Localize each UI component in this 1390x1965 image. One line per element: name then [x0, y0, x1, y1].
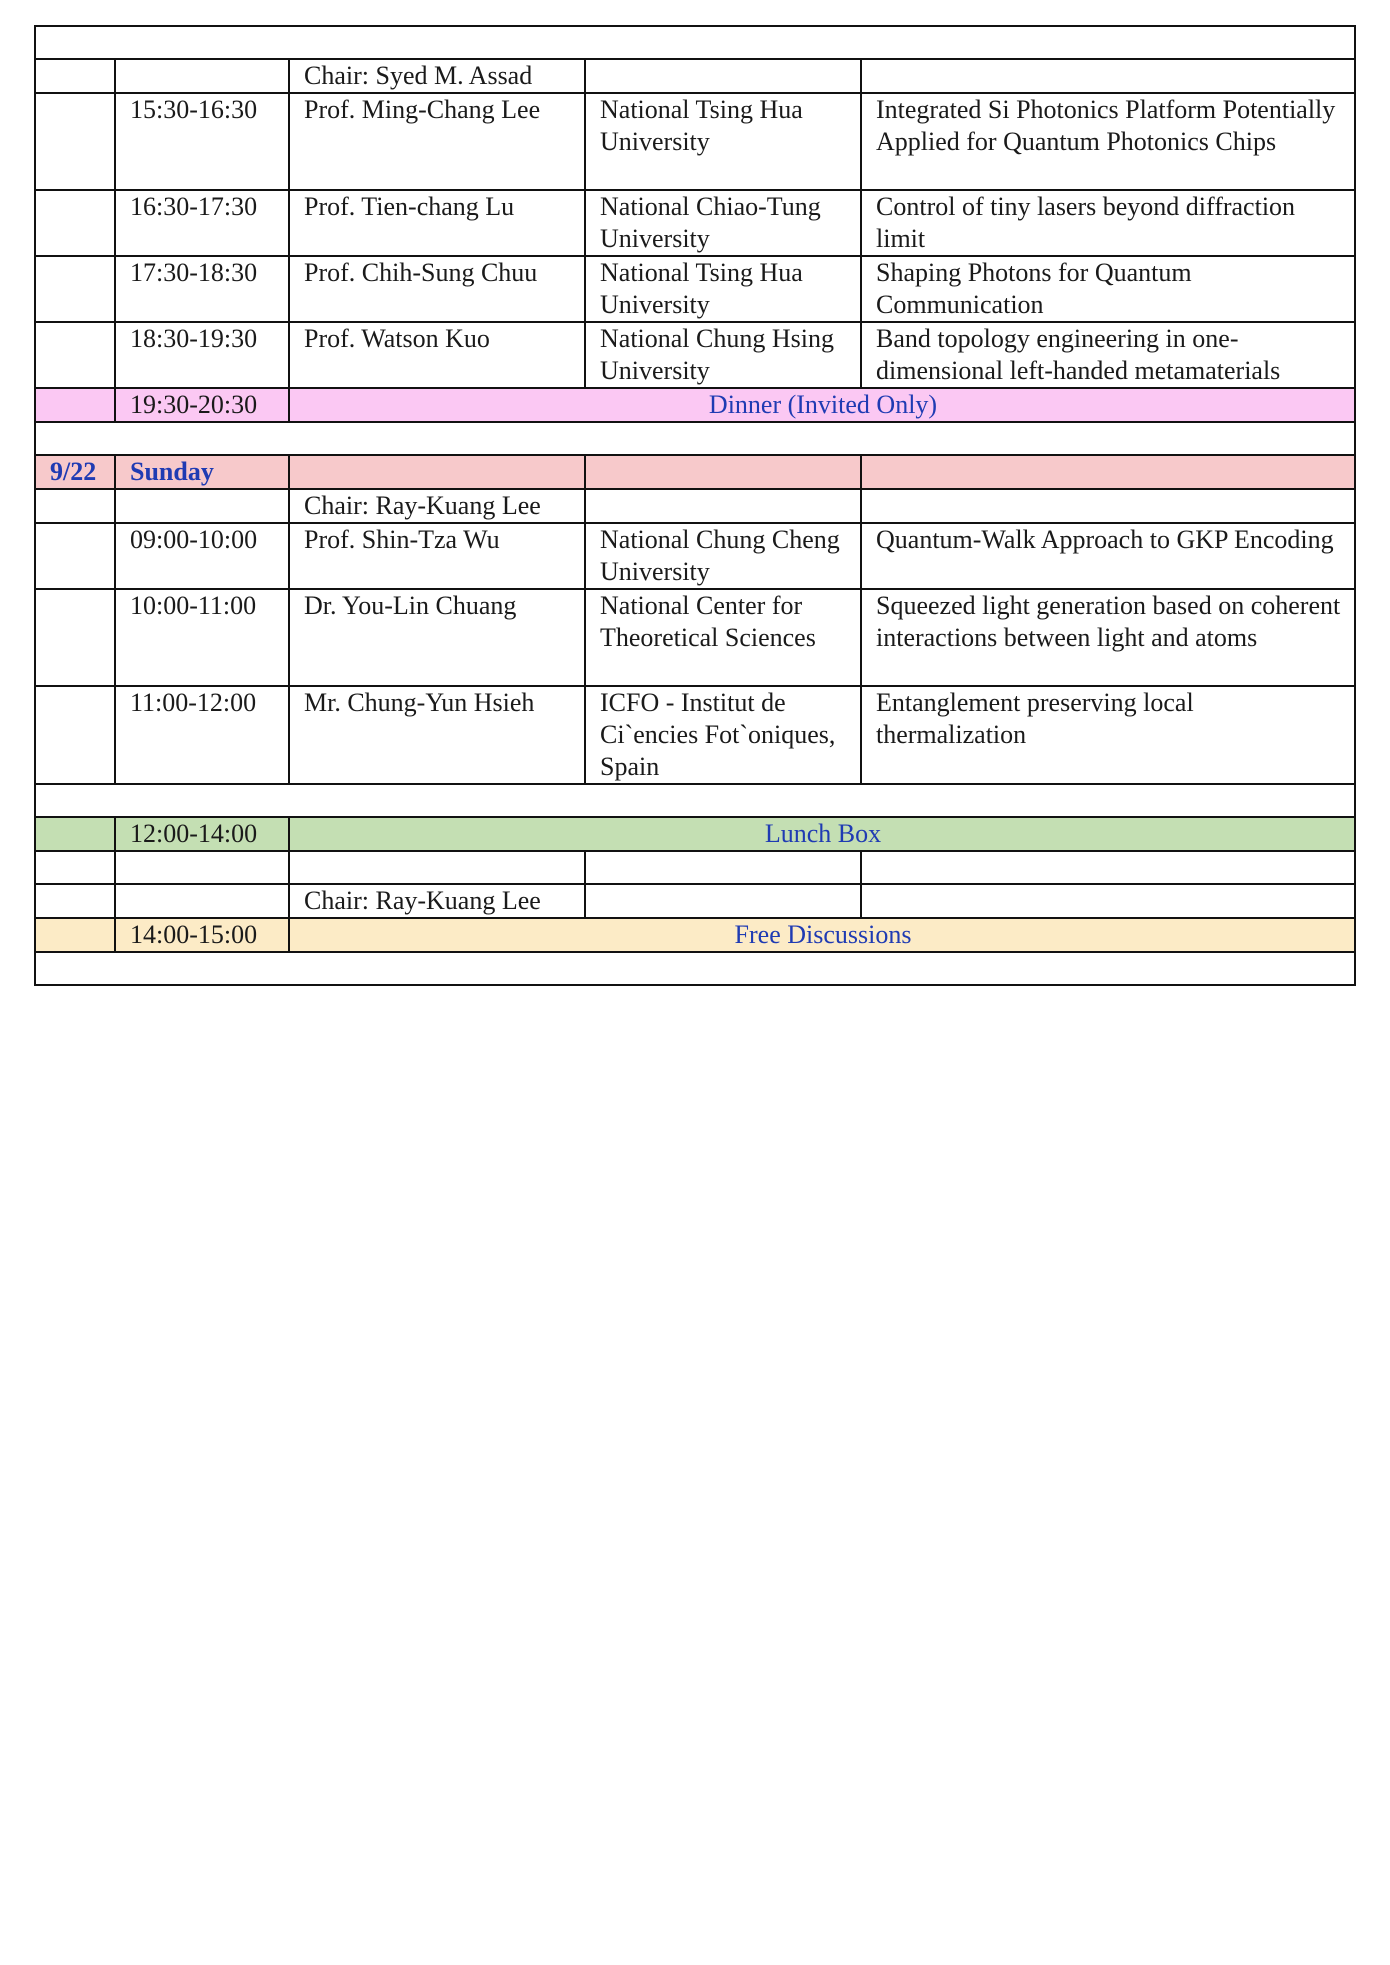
talk-row: [35, 523, 1355, 589]
talk-time: 10:00-11:00: [115, 589, 289, 686]
day-weekday: Sunday: [115, 455, 289, 489]
talk-time: 15:30-16:30: [115, 93, 289, 190]
talk-affiliation: National Center for Theoretical Sciences: [585, 589, 861, 686]
talk-row: [35, 322, 1355, 388]
talk-speaker: Prof. Tien-chang Lu: [289, 190, 585, 256]
chair-row: [35, 489, 1355, 523]
talk-title: Entanglement preserving local thermalization: [861, 686, 1355, 784]
free-time: 14:00-15:00: [115, 918, 289, 952]
talk-row: [35, 190, 1355, 256]
talk-affiliation: National Tsing Hua University: [585, 93, 861, 190]
talk-title: Quantum-Walk Approach to GKP Encoding: [861, 523, 1355, 589]
talk-affiliation: National Chung Cheng University: [585, 523, 861, 589]
talk-row: [35, 256, 1355, 322]
empty-row: [35, 851, 1355, 884]
dinner-label: Dinner (Invited Only): [289, 388, 1355, 422]
talk-time: 11:00-12:00: [115, 686, 289, 784]
talk-row: [35, 686, 1355, 784]
day-header-row: [35, 455, 1355, 489]
talk-time: 17:30-18:30: [115, 256, 289, 322]
dinner-time: 19:30-20:30: [115, 388, 289, 422]
spacer-row: [35, 952, 1355, 985]
spacer-row: [35, 26, 1355, 59]
talk-speaker: Prof. Shin-Tza Wu: [289, 523, 585, 589]
spacer-row: [35, 784, 1355, 817]
chair-row: [35, 884, 1355, 918]
lunch-row: [35, 817, 1355, 851]
talk-speaker: Prof. Ming-Chang Lee: [289, 93, 585, 190]
talk-affiliation: ICFO - Institut de Ci`encies Fot`oniques, Spain: [585, 686, 861, 784]
talk-row: [35, 589, 1355, 686]
chair-label: Chair: Ray-Kuang Lee: [289, 884, 585, 918]
talk-speaker: Prof. Chih-Sung Chuu: [289, 256, 585, 322]
talk-affiliation: National Chiao-Tung University: [585, 190, 861, 256]
talk-speaker: Dr. You-Lin Chuang: [289, 589, 585, 686]
talk-affiliation: National Tsing Hua University: [585, 256, 861, 322]
talk-affiliation: National Chung Hsing University: [585, 322, 861, 388]
talk-title: Band topology engineering in one-dimensional left-handed metamaterials: [861, 322, 1355, 388]
talk-title: Control of tiny lasers beyond diffraction limit: [861, 190, 1355, 256]
free-label: Free Discussions: [289, 918, 1355, 952]
talk-title: Squeezed light generation based on coherent interactions between light and atoms: [861, 589, 1355, 686]
schedule-table: [34, 25, 1356, 986]
talk-time: 16:30-17:30: [115, 190, 289, 256]
chair-label: Chair: Syed M. Assad: [289, 59, 585, 93]
talk-time: 18:30-19:30: [115, 322, 289, 388]
day-date: 9/22: [35, 455, 115, 489]
talk-title: Integrated Si Photonics Platform Potentially Applied for Quantum Photonics Chips: [861, 93, 1355, 190]
free-discussion-row: [35, 918, 1355, 952]
talk-time: 09:00-10:00: [115, 523, 289, 589]
dinner-row: [35, 388, 1355, 422]
talk-row: [35, 93, 1355, 190]
lunch-time: 12:00-14:00: [115, 817, 289, 851]
chair-row: [35, 59, 1355, 93]
talk-title: Shaping Photons for Quantum Communication: [861, 256, 1355, 322]
lunch-label: Lunch Box: [289, 817, 1355, 851]
talk-speaker: Prof. Watson Kuo: [289, 322, 585, 388]
chair-label: Chair: Ray-Kuang Lee: [289, 489, 585, 523]
spacer-row: [35, 422, 1355, 455]
talk-speaker: Mr. Chung-Yun Hsieh: [289, 686, 585, 784]
